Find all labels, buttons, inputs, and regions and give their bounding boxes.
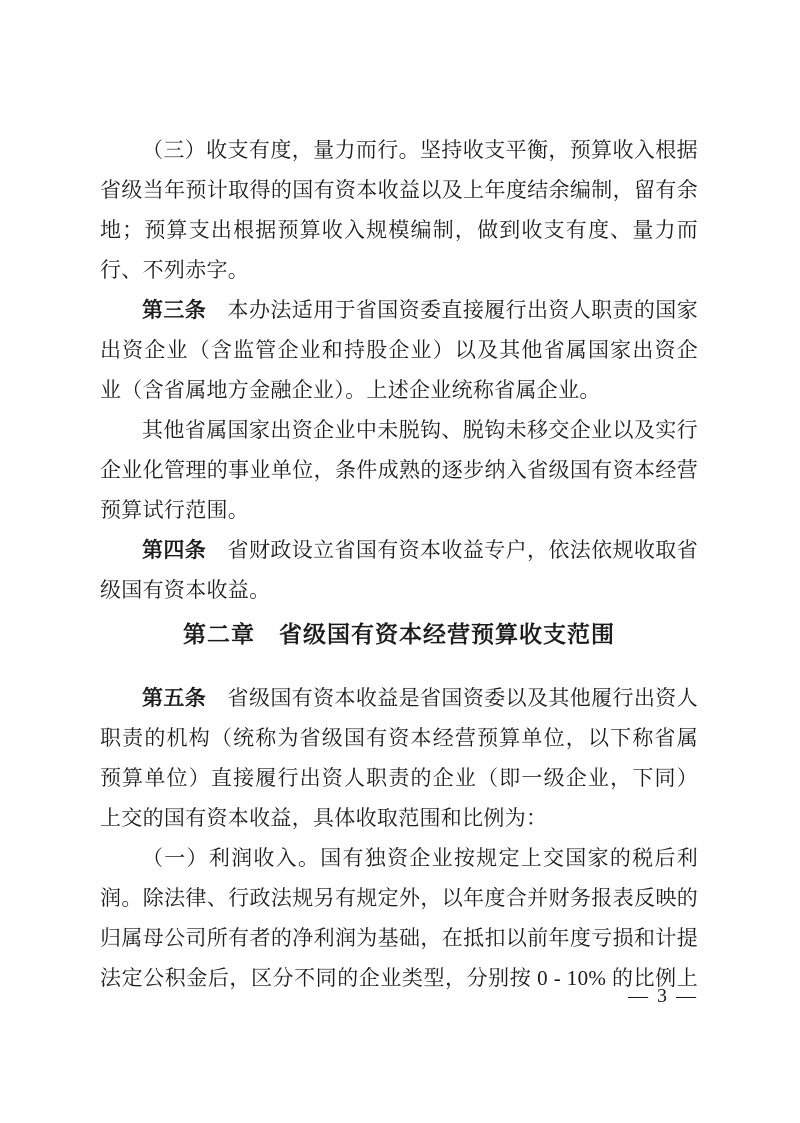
text-line: （三）收支有度，量力而行。坚持收支平衡，预算收入根据 [142,138,698,162]
document-body [100,130,698,998]
text-line: 企业化管理的事业单位，条件成熟的逐步纳入省级国有资本经营 [100,458,698,482]
text-line: 预算单位）直接履行出资人职责的企业（即一级企业，下同） [100,766,698,790]
text-line: 级国有资本收益。 [100,578,271,602]
paragraph [100,290,698,410]
paragraph [100,530,698,610]
text-line: 第四条 省财政设立省国有资本收益专户，依法依规收取省 [142,538,698,562]
page-number: — 3 — [628,985,698,1007]
text-line: 上交的国有资本收益，具体收取范围和比例为： [100,806,548,830]
paragraph [100,678,698,838]
text-line: 预算试行范围。 [100,498,250,522]
paragraphs-before-heading [100,130,698,610]
article-number-label: 第四条 [142,538,207,562]
text-line: 出资企业（含监管企业和持股企业）以及其他省属国家出资企 [100,338,698,362]
text-line: 地；预算支出根据预算收入规模编制，做到收支有度、量力而 [100,218,698,242]
paragraphs-after-heading [100,678,698,998]
paragraph [100,410,698,530]
text-line: 归属母公司所有者的净利润为基础，在抵扣以前年度亏损和计提 [100,926,698,950]
article-number-label: 第五条 [142,686,207,710]
article-number-label: 第三条 [142,298,207,322]
text-line: 第三条 本办法适用于省国资委直接履行出资人职责的国家 [142,298,698,322]
text-line: 行、不列赤字。 [100,258,250,282]
text-line: 润。除法律、行政法规另有规定外，以年度合并财务报表反映的 [100,886,698,910]
text-line: 法定公积金后，区分不同的企业类型，分别按 0 - 10% 的比例上 [100,966,698,990]
text-line: 其他省属国家出资企业中未脱钩、脱钩未移交企业以及实行 [142,418,698,442]
paragraph [100,838,698,998]
paragraph [100,130,698,290]
text-line: （一）利润收入。国有独资企业按规定上交国家的税后利 [142,846,698,870]
chapter-heading: 第二章 省级国有资本经营预算收支范围 [183,622,615,647]
text-line: 职责的机构（统称为省级国有资本经营预算单位，以下称省属 [100,726,698,750]
text-line: 省级当年预计取得的国有资本收益以及上年度结余编制，留有余 [100,178,698,202]
text-line: 业（含省属地方金融企业）。上述企业统称省属企业。 [100,378,601,402]
text-line: 第五条 省级国有资本收益是省国资委以及其他履行出资人 [142,686,698,710]
